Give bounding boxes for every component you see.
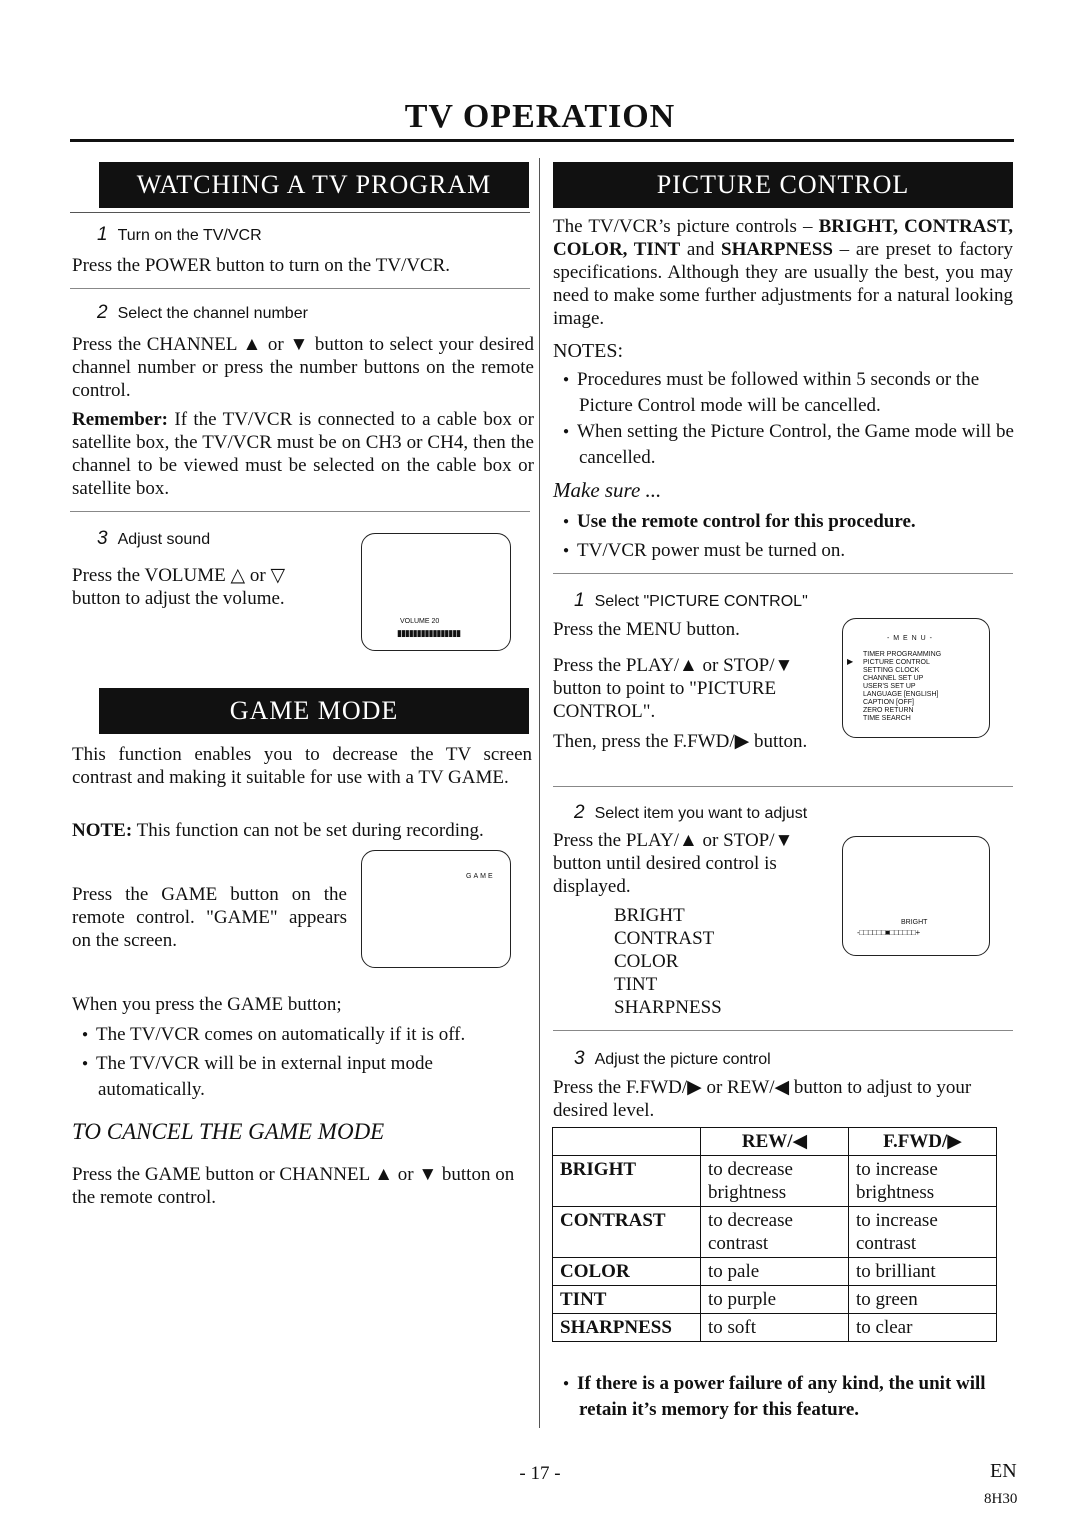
step1-text: Press the POWER button to turn on the TV/VCR. xyxy=(72,255,451,276)
divider xyxy=(553,1030,1013,1031)
make-sure-1: ● Use the remote control for this procedure. xyxy=(557,510,916,536)
pc-item: SHARPNESS xyxy=(614,997,722,1018)
table-cell: to soft xyxy=(701,1314,849,1342)
game-press: Press the GAME button on the remote control. "GAME" appears on the screen. xyxy=(72,884,347,951)
table-row xyxy=(553,1207,997,1258)
table-cell: to increase brightness xyxy=(849,1156,997,1207)
remember-label: Remember: xyxy=(72,409,169,430)
table-row xyxy=(553,1156,997,1207)
table-row xyxy=(553,1258,997,1286)
menu-screen xyxy=(842,618,990,738)
step-title: Select item you want to adjust xyxy=(594,805,808,822)
step-number: 2 xyxy=(574,802,585,823)
volume-screen-label: VOLUME 20 xyxy=(400,618,440,625)
banner-game: GAME MODE xyxy=(99,688,529,734)
pc-item: CONTRAST xyxy=(614,928,715,949)
remember-body: If the TV/VCR is connected to a cable box or satellite box, the TV/VCR must be on CH3 or CH4, then the channel to be viewed must be selected on the cable box or satellite box. xyxy=(72,409,534,499)
table-header-cell: F.FWD/▶ xyxy=(849,1128,997,1156)
pc-item: BRIGHT xyxy=(614,905,685,926)
pc-step2-p1: Press the PLAY/▲ or STOP/▼ button until desired control is displayed. xyxy=(553,830,794,897)
menu-screen-item: CHANNEL SET UP xyxy=(863,675,924,682)
column-divider xyxy=(539,158,540,1428)
cancel-heading: TO CANCEL THE GAME MODE xyxy=(72,1119,385,1144)
game-screen xyxy=(361,850,511,968)
pc-step1-p1: Press the MENU button. xyxy=(553,619,740,640)
table-row-label: COLOR xyxy=(553,1258,701,1286)
menu-screen-item: USER'S SET UP xyxy=(863,683,916,690)
table-row-label: CONTRAST xyxy=(553,1207,701,1258)
step1-heading xyxy=(97,224,262,246)
game-note-body: This function can not be set during recording. xyxy=(132,820,484,841)
table-row xyxy=(553,1286,997,1314)
divider xyxy=(553,573,1013,574)
pc-step1-p2: Press the PLAY/▲ or STOP/▼ button to point to "PICTURE CONTROL". xyxy=(553,655,794,722)
step2-heading xyxy=(97,302,308,324)
table-row-label: TINT xyxy=(553,1286,701,1314)
banner-picture: PICTURE CONTROL xyxy=(553,162,1013,208)
note-1: ● Procedures must be followed within 5 seconds or the Picture Control mode will be cancelled. xyxy=(557,368,1037,417)
step-title: Select the channel number xyxy=(117,305,308,322)
notes-heading: NOTES: xyxy=(553,340,623,362)
table-cell: to decrease contrast xyxy=(701,1207,849,1258)
game-when: When you press the GAME button; xyxy=(72,994,342,1015)
picture-control-table xyxy=(552,1127,997,1342)
banner-watching: WATCHING A TV PROGRAM xyxy=(99,162,529,208)
game-bullet-1: ● The TV/VCR comes on automatically if it is off. xyxy=(76,1023,538,1049)
table-cell: to clear xyxy=(849,1314,997,1342)
pc-step1-p3: Then, press the F.FWD/▶ button. xyxy=(553,731,808,752)
step-number: 1 xyxy=(574,590,585,611)
table-cell: to brilliant xyxy=(849,1258,997,1286)
step-number: 2 xyxy=(97,302,108,323)
menu-screen-item: ZERO RETURN xyxy=(863,707,914,714)
menu-screen-item: LANGUAGE [ENGLISH] xyxy=(863,691,939,698)
table-cell: to pale xyxy=(701,1258,849,1286)
table-row-label: BRIGHT xyxy=(553,1156,701,1207)
picture-intro xyxy=(553,215,1013,330)
pc-step3-p1: Press the F.FWD/▶ or REW/◀ button to adjust to your desired level. xyxy=(553,1077,972,1121)
bright-screen xyxy=(842,836,990,956)
pc-step1-heading xyxy=(574,590,808,612)
power-failure-note: ● If there is a power failure of any kind, the unit will retain it’s memory for this feature. xyxy=(557,1372,1035,1421)
volume-screen-bar: ▮▮▮▮▮▮▮▮▮▮▮▮▮▮▮▮ xyxy=(397,628,461,638)
menu-screen-item: TIME SEARCH xyxy=(863,715,911,722)
step-number: 1 xyxy=(97,224,108,245)
pc-item: COLOR xyxy=(614,951,679,972)
game-intro: This function enables you to decrease the TV screen contrast and making it suitable for use with a TV GAME. xyxy=(72,744,532,788)
footer-lang: EN xyxy=(990,1460,1017,1482)
intro-bold: BRIGHT, CONTRAST, COLOR, TINT xyxy=(553,216,1013,260)
note-2: ● When setting the Picture Control, the Game mode will be cancelled. xyxy=(557,420,1037,469)
game-screen-label: GAME xyxy=(466,873,495,880)
menu-screen-item: TIMER PROGRAMMING xyxy=(863,651,942,658)
menu-screen-title: - M E N U - xyxy=(887,635,933,642)
table-cell: to decrease brightness xyxy=(701,1156,849,1207)
cancel-text: Press the GAME button or CHANNEL ▲ or ▼ button on the remote control. xyxy=(72,1164,515,1208)
table-header-cell xyxy=(553,1128,701,1156)
step-title: Adjust sound xyxy=(117,531,211,548)
intro-part-a: The TV/VCR’s picture controls – xyxy=(553,216,819,237)
step-number: 3 xyxy=(574,1048,585,1069)
divider xyxy=(70,288,530,289)
step-title: Adjust the picture control xyxy=(594,1051,771,1068)
remember-text xyxy=(72,408,534,500)
game-note-label: NOTE: xyxy=(72,820,133,841)
pc-step3-heading xyxy=(574,1048,771,1070)
pc-item: TINT xyxy=(614,974,658,995)
intro-and: and xyxy=(680,239,722,260)
intro-bold2: SHARPNESS xyxy=(721,239,833,260)
title-rule xyxy=(70,139,1014,142)
footer-code: 8H30 xyxy=(984,1491,1018,1507)
pc-step2-heading xyxy=(574,802,807,824)
step2-text: Press the CHANNEL ▲ or ▼ button to select your desired channel number or press the number buttons on the remote control. xyxy=(72,334,534,401)
divider xyxy=(553,786,1013,787)
menu-screen-item: PICTURE CONTROL xyxy=(863,659,930,666)
game-note xyxy=(72,819,537,842)
menu-cursor: ▶ xyxy=(847,657,854,666)
picture-table xyxy=(552,1127,997,1342)
table-cell: to increase contrast xyxy=(849,1207,997,1258)
menu-screen-item: CAPTION [OFF] xyxy=(863,699,914,706)
table-header-cell: REW/◀ xyxy=(701,1128,849,1156)
pc-item-list xyxy=(614,904,722,1019)
table-row-label: SHARPNESS xyxy=(553,1314,701,1342)
divider xyxy=(70,511,530,512)
menu-screen-items xyxy=(863,651,941,723)
page-number: - 17 - xyxy=(519,1463,561,1484)
step3-heading xyxy=(97,528,210,550)
step-title: Turn on the TV/VCR xyxy=(117,227,262,244)
page-title: TV OPERATION xyxy=(404,98,676,135)
step-title: Select "PICTURE CONTROL" xyxy=(594,593,808,610)
menu-screen-item: SETTING CLOCK xyxy=(863,667,920,674)
make-sure-2: ● TV/VCR power must be turned on. xyxy=(557,539,845,565)
bright-screen-bar: -□□□□□□■□□□□□□+ xyxy=(857,928,920,937)
game-bullet-2: ● The TV/VCR will be in external input mode automatically. xyxy=(76,1052,518,1101)
intro-part-b: – are preset to factory specifications. Although they are usually the best, you may need to make some further adjustments for a natural looking image. xyxy=(553,239,1013,329)
table-cell: to green xyxy=(849,1286,997,1314)
table-row xyxy=(553,1314,997,1342)
step3-line1: Press the VOLUME △ or ▽ xyxy=(72,565,286,586)
bright-screen-label: BRIGHT xyxy=(901,919,928,926)
divider xyxy=(70,212,530,213)
step-number: 3 xyxy=(97,528,108,549)
table-cell: to purple xyxy=(701,1286,849,1314)
make-sure-heading: Make sure ... xyxy=(553,478,662,502)
step3-line2: button to adjust the volume. xyxy=(72,588,285,609)
volume-screen xyxy=(361,533,511,651)
